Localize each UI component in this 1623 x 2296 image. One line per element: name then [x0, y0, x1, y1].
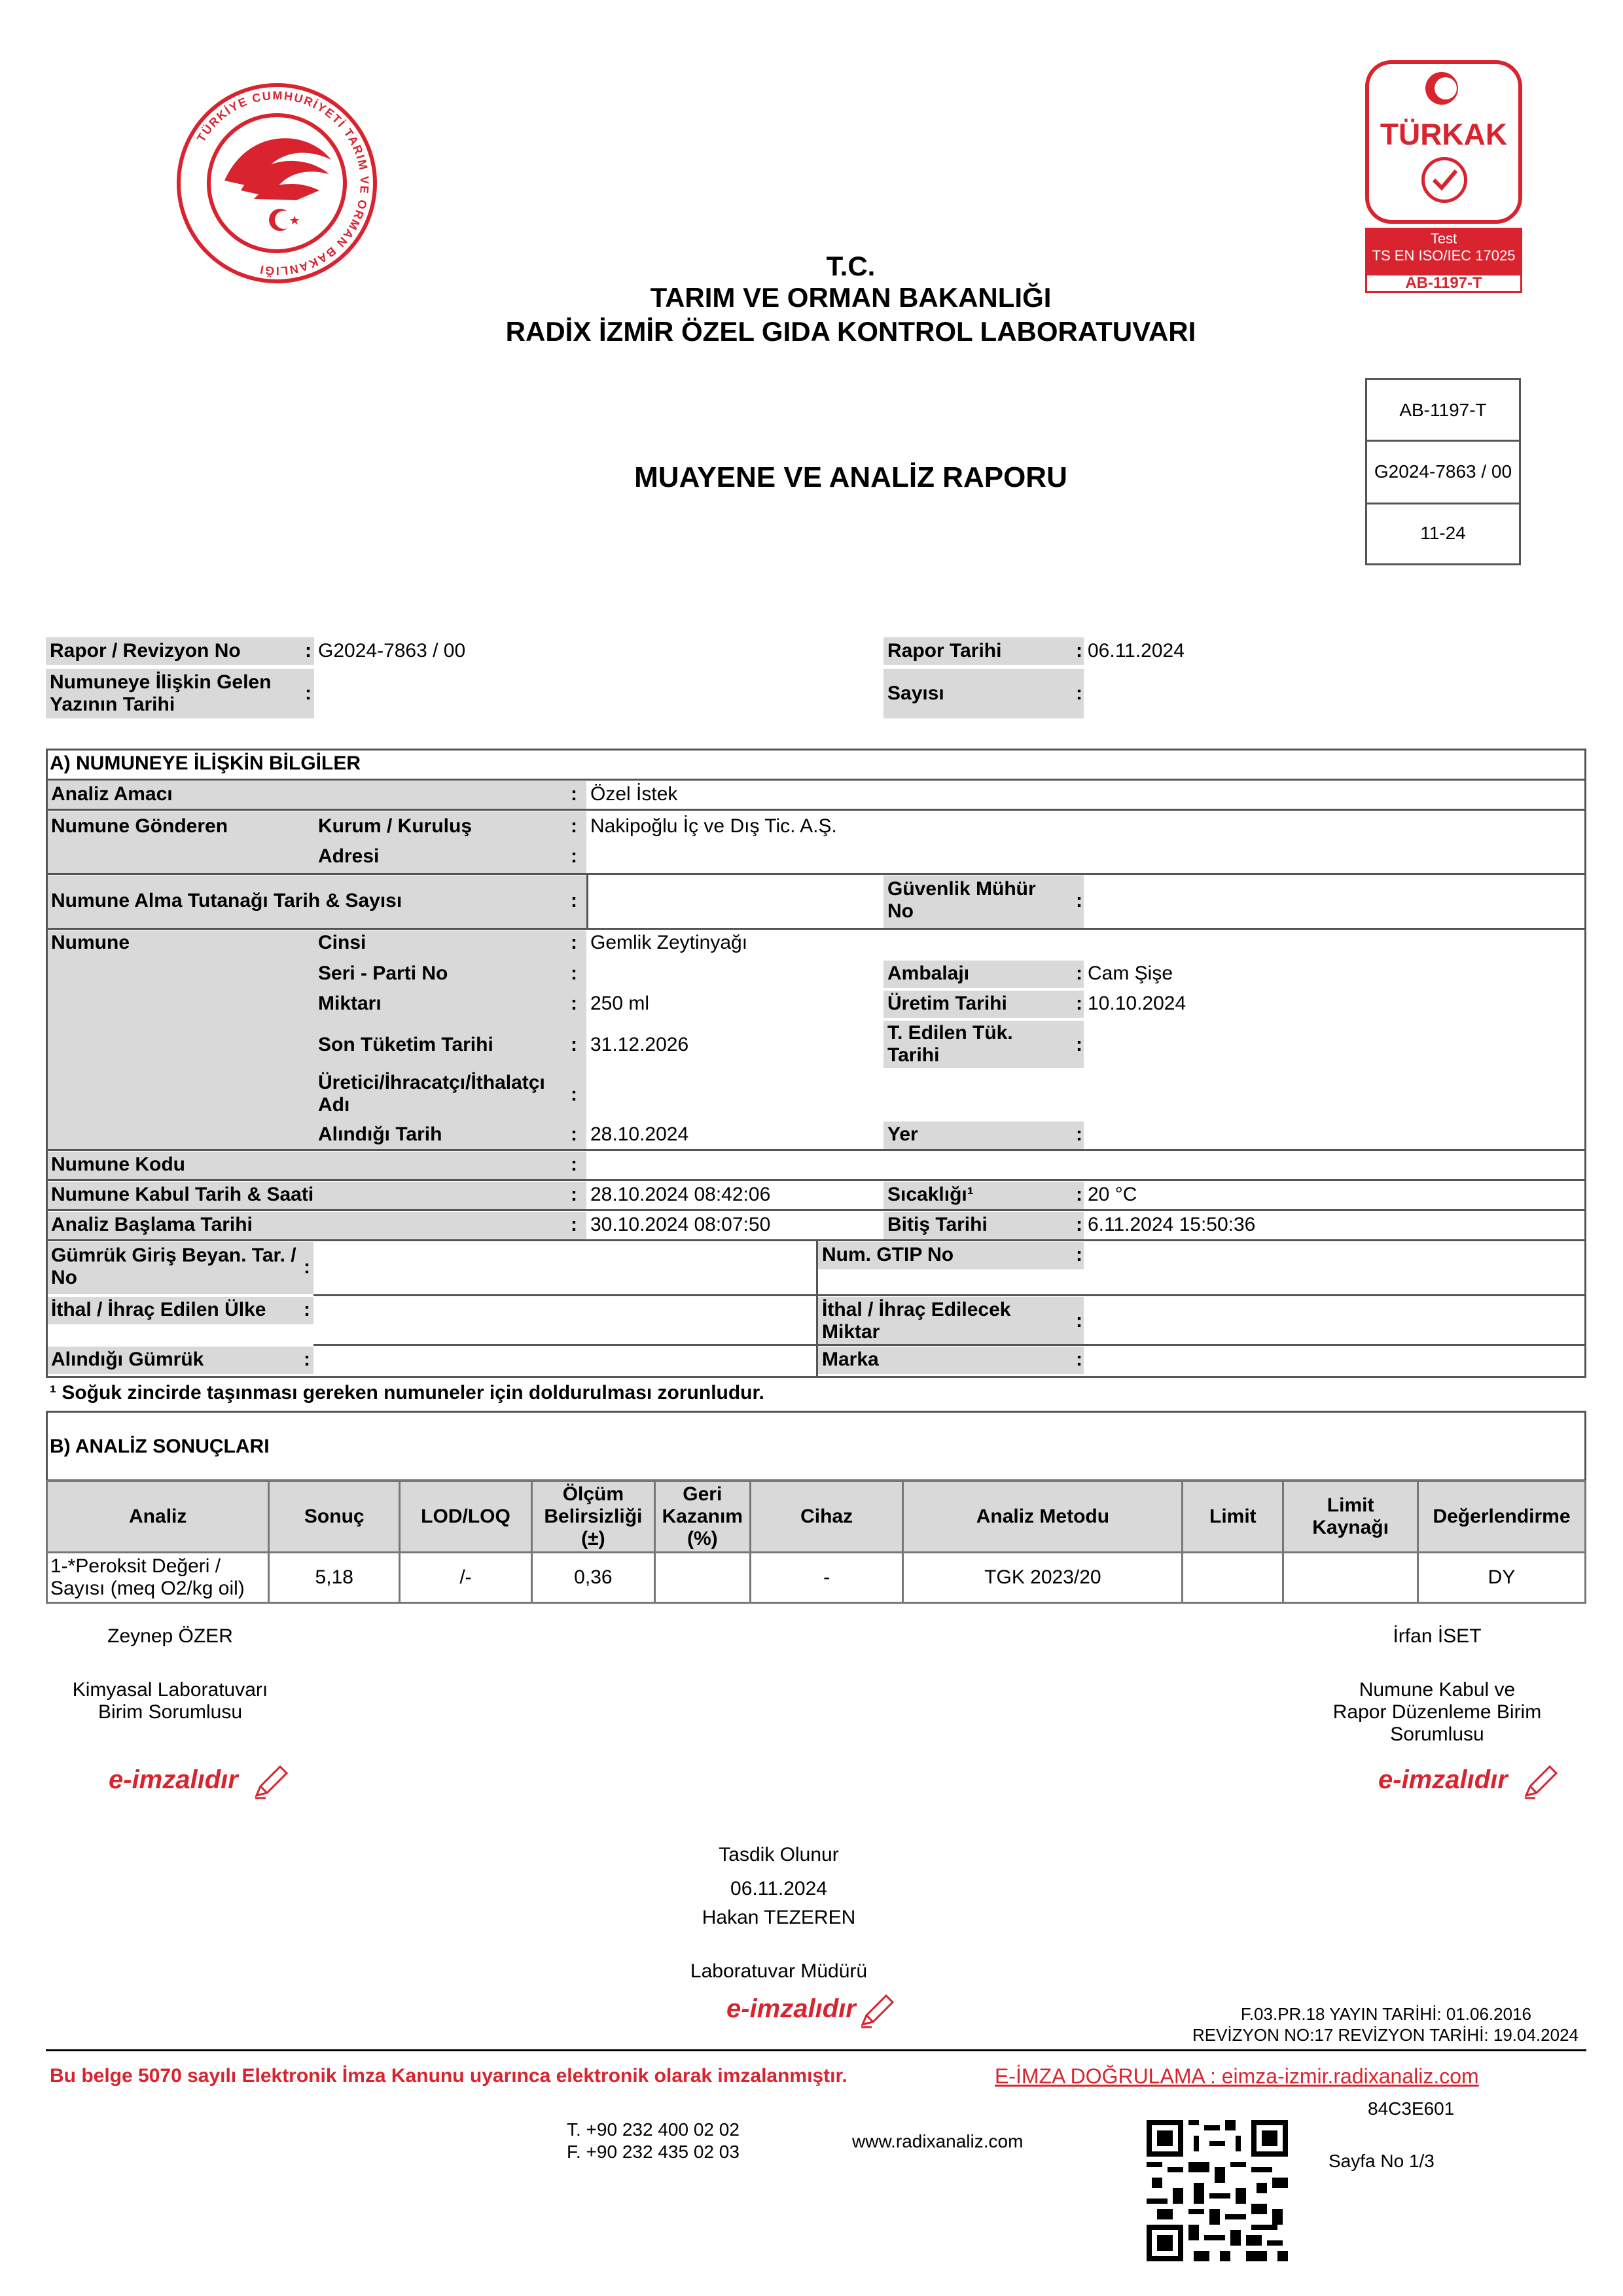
- ambalaj-value: Cam Şişe: [1088, 963, 1173, 984]
- cinsi-label: Cinsi: [318, 932, 366, 953]
- bitis-label: Bitiş Tarihi: [887, 1214, 988, 1235]
- uretim-value: 10.10.2024: [1088, 993, 1186, 1014]
- legal-note: Bu belge 5070 sayılı Elektronik İmza Kanunu uyarınca elektronik olarak imzalanmıştır.: [50, 2065, 847, 2087]
- revision-info: REVİZYON NO:17 REVİZYON TARİHİ: 19.04.2024: [1192, 2025, 1578, 2045]
- kabul-label: Numune Kabul Tarih & Saati: [51, 1184, 314, 1205]
- esig-label: e-imzalıdır: [1378, 1765, 1508, 1794]
- alindigi-tarih-value: 28.10.2024: [590, 1123, 689, 1145]
- approval-date: 06.11.2024: [730, 1878, 827, 1899]
- footnote: ¹ Soğuk zincirde taşınması gereken numuneler için doldurulması zorunludur.: [50, 1382, 764, 1404]
- center-esig: [726, 1994, 923, 2034]
- col-belirsizlik: Ölçüm Belirsizliği (±): [531, 1481, 654, 1553]
- col-cihaz: Cihaz: [750, 1481, 903, 1553]
- cell-degerlendirme: DY: [1418, 1553, 1586, 1603]
- header-ministry: TARIM VE ORMAN BAKANLIĞI: [650, 282, 1052, 313]
- cell-lod: /-: [400, 1553, 532, 1603]
- section-b-title: B) ANALİZ SONUÇLARI: [50, 1436, 270, 1457]
- header-lab: RADİX İZMİR ÖZEL GIDA KONTROL LABORATUVARI: [505, 316, 1196, 347]
- rev-no-value: G2024-7863 / 00: [318, 640, 466, 662]
- page-number: Sayfa No 1/3: [1329, 2151, 1435, 2171]
- code-box-report-no: G2024-7863 / 00: [1374, 461, 1512, 482]
- report-date-label: Rapor Tarihi: [887, 640, 1002, 662]
- analiz-amaci-value: Özel İstek: [590, 783, 678, 805]
- col-geri-kazanim: Geri Kazanım (%): [654, 1481, 750, 1553]
- turkak-test: Test: [1430, 230, 1457, 247]
- count-label: Sayısı: [887, 682, 944, 704]
- pen-icon: [251, 1763, 291, 1802]
- col-sonuc: Sonuç: [269, 1481, 400, 1553]
- turkak-logo: [1365, 60, 1522, 293]
- website[interactable]: www.radixanaliz.com: [852, 2131, 1024, 2151]
- bitis-value: 6.11.2024 15:50:36: [1088, 1214, 1256, 1235]
- right-signatory-title1: Numune Kabul ve: [1359, 1679, 1516, 1701]
- numune-label: Numune: [51, 932, 130, 953]
- marka-label: Marka: [822, 1349, 879, 1370]
- baslama-label: Analiz Başlama Tarihi: [51, 1214, 253, 1235]
- results-header-row: [47, 1481, 1586, 1553]
- yer-label: Yer: [887, 1123, 918, 1145]
- cell-belirsizlik: 0,36: [531, 1553, 654, 1603]
- right-signatory-title2: Rapor Düzenleme Birim: [1332, 1701, 1542, 1723]
- turkak-code: AB-1197-T: [1365, 274, 1522, 293]
- kurum-label: Kurum / Kuruluş: [318, 815, 473, 837]
- kurum-value: Nakipoğlu İç ve Dış Tic. A.Ş.: [590, 815, 837, 837]
- miktar-label: Miktarı: [318, 993, 382, 1014]
- cell-limit-kaynagi: [1283, 1553, 1418, 1603]
- esig-label: e-imzalıdır: [726, 1994, 856, 2023]
- pen-icon: [1521, 1763, 1560, 1802]
- son-tuketim-label: Son Tüketim Tarihi: [318, 1034, 493, 1055]
- col-metod: Analiz Metodu: [903, 1481, 1183, 1553]
- left-esig: [109, 1765, 305, 1805]
- analiz-amaci-label: Analiz Amacı: [51, 783, 173, 805]
- sicaklik-value: 20 °C: [1088, 1184, 1137, 1205]
- qr-code[interactable]: [1147, 2120, 1288, 2261]
- right-signatory-title3: Sorumlusu: [1390, 1723, 1484, 1745]
- footer-divider: [46, 2049, 1586, 2051]
- ithal-miktar-label: İthal / İhraç Edilecek Miktar: [822, 1299, 1011, 1343]
- verify-link[interactable]: E-İMZA DOĞRULAMA : eimza-izmir.radixanaliz.com: [995, 2064, 1479, 2088]
- cell-geri-kazanim: [654, 1553, 750, 1603]
- pen-icon: [857, 1992, 897, 2031]
- baslama-value: 30.10.2024 08:07:50: [590, 1214, 771, 1235]
- code-box-period: 11-24: [1420, 523, 1466, 543]
- phone: T. +90 232 400 02 02: [567, 2119, 740, 2140]
- esig-label: e-imzalıdır: [109, 1765, 238, 1794]
- section-a-title: A) NUMUNEYE İLİŞKİN BİLGİLER: [50, 752, 361, 774]
- muhur-label: Güvenlik Mühür No: [887, 878, 1036, 922]
- report-date-value: 06.11.2024: [1088, 640, 1185, 662]
- left-signatory-title1: Kimyasal Laboratuvarı: [72, 1679, 268, 1701]
- col-analiz: Analiz: [47, 1481, 269, 1553]
- rev-no-label: Rapor / Revizyon No: [50, 640, 241, 662]
- left-signatory-name: Zeynep ÖZER: [107, 1625, 233, 1647]
- crescent-icon: [1425, 72, 1458, 105]
- t-edilen-label: T. Edilen Tük. Tarihi: [887, 1022, 1013, 1066]
- form-code: F.03.PR.18 YAYIN TARİHİ: 01.06.2016: [1240, 2004, 1531, 2024]
- verify-code: 84C3E601: [1368, 2098, 1455, 2119]
- gonderen-label: Numune Gönderen: [51, 815, 228, 837]
- uretici-label: Üretici/İhracatçı/İthalatçı Adı: [318, 1072, 545, 1116]
- table-row: [47, 1553, 1586, 1603]
- col-degerlendirme: Değerlendirme: [1418, 1481, 1586, 1553]
- right-signatory-name: İrfan İSET: [1393, 1625, 1482, 1647]
- code-box-accreditation: AB-1197-T: [1399, 400, 1487, 420]
- ministry-logo: [156, 82, 398, 284]
- turkak-brand: TÜRKAK: [1380, 117, 1508, 151]
- left-signatory-title2: Birim Sorumlusu: [98, 1701, 243, 1723]
- cell-sonuc: 5,18: [269, 1553, 400, 1603]
- section-b-frame: [46, 1411, 1586, 1481]
- tutanak-label: Numune Alma Tutanağı Tarih & Sayısı: [51, 890, 402, 911]
- ithal-ulke-label: İthal / İhraç Edilen Ülke: [51, 1299, 266, 1320]
- miktar-value: 250 ml: [590, 993, 650, 1014]
- approval-line: Tasdik Olunur: [719, 1844, 839, 1865]
- seri-label: Seri - Parti No: [318, 963, 448, 984]
- ambalaj-label: Ambalajı: [887, 963, 970, 984]
- sicaklik-label: Sıcaklığı¹: [887, 1184, 974, 1205]
- adres-label: Adresi: [318, 845, 380, 867]
- letter-date-label: Numuneye İlişkin Gelen Yazının Tarihi: [50, 671, 272, 715]
- cell-metod: TGK 2023/20: [903, 1553, 1183, 1603]
- approval-title: Laboratuvar Müdürü: [690, 1960, 868, 1982]
- col-lod: LOD/LOQ: [400, 1481, 532, 1553]
- son-tuketim-value: 31.12.2026: [590, 1034, 689, 1055]
- fax: F. +90 232 435 02 03: [567, 2142, 740, 2162]
- checkmark-icon: [1421, 157, 1467, 203]
- kabul-value: 28.10.2024 08:42:06: [590, 1184, 771, 1205]
- kod-label: Numune Kodu: [51, 1154, 185, 1175]
- alindigi-tarih-label: Alındığı Tarih: [318, 1123, 442, 1145]
- ministry-logo-ring-text: TÜRKİYE CUMHURİYETİ TARIM VE ORMAN BAKANLIĞI: [194, 88, 372, 278]
- gtip-label: Num. GTIP No: [822, 1244, 954, 1265]
- cell-cihaz: -: [750, 1553, 903, 1603]
- col-limit-kaynagi: Limit Kaynağı: [1283, 1481, 1418, 1553]
- results-table: [46, 1480, 1586, 1604]
- gumruk-giris-label: Gümrük Giriş Beyan. Tar. / No: [51, 1245, 296, 1288]
- header-tc: T.C.: [826, 251, 876, 281]
- cell-limit: [1183, 1553, 1283, 1603]
- cinsi-value: Gemlik Zeytinyağı: [590, 932, 748, 953]
- cell-analiz: 1-*Peroksit Değeri / Sayısı (meq O2/kg oil): [47, 1553, 269, 1603]
- right-esig: [1378, 1765, 1575, 1805]
- report-title: MUAYENE VE ANALİZ RAPORU: [634, 461, 1067, 493]
- gumruk-label: Alındığı Gümrük: [51, 1349, 204, 1370]
- approval-name: Hakan TEZEREN: [702, 1907, 856, 1928]
- turkak-standard: TS EN ISO/IEC 17025: [1372, 247, 1516, 264]
- uretim-label: Üretim Tarihi: [887, 993, 1007, 1014]
- col-limit: Limit: [1183, 1481, 1283, 1553]
